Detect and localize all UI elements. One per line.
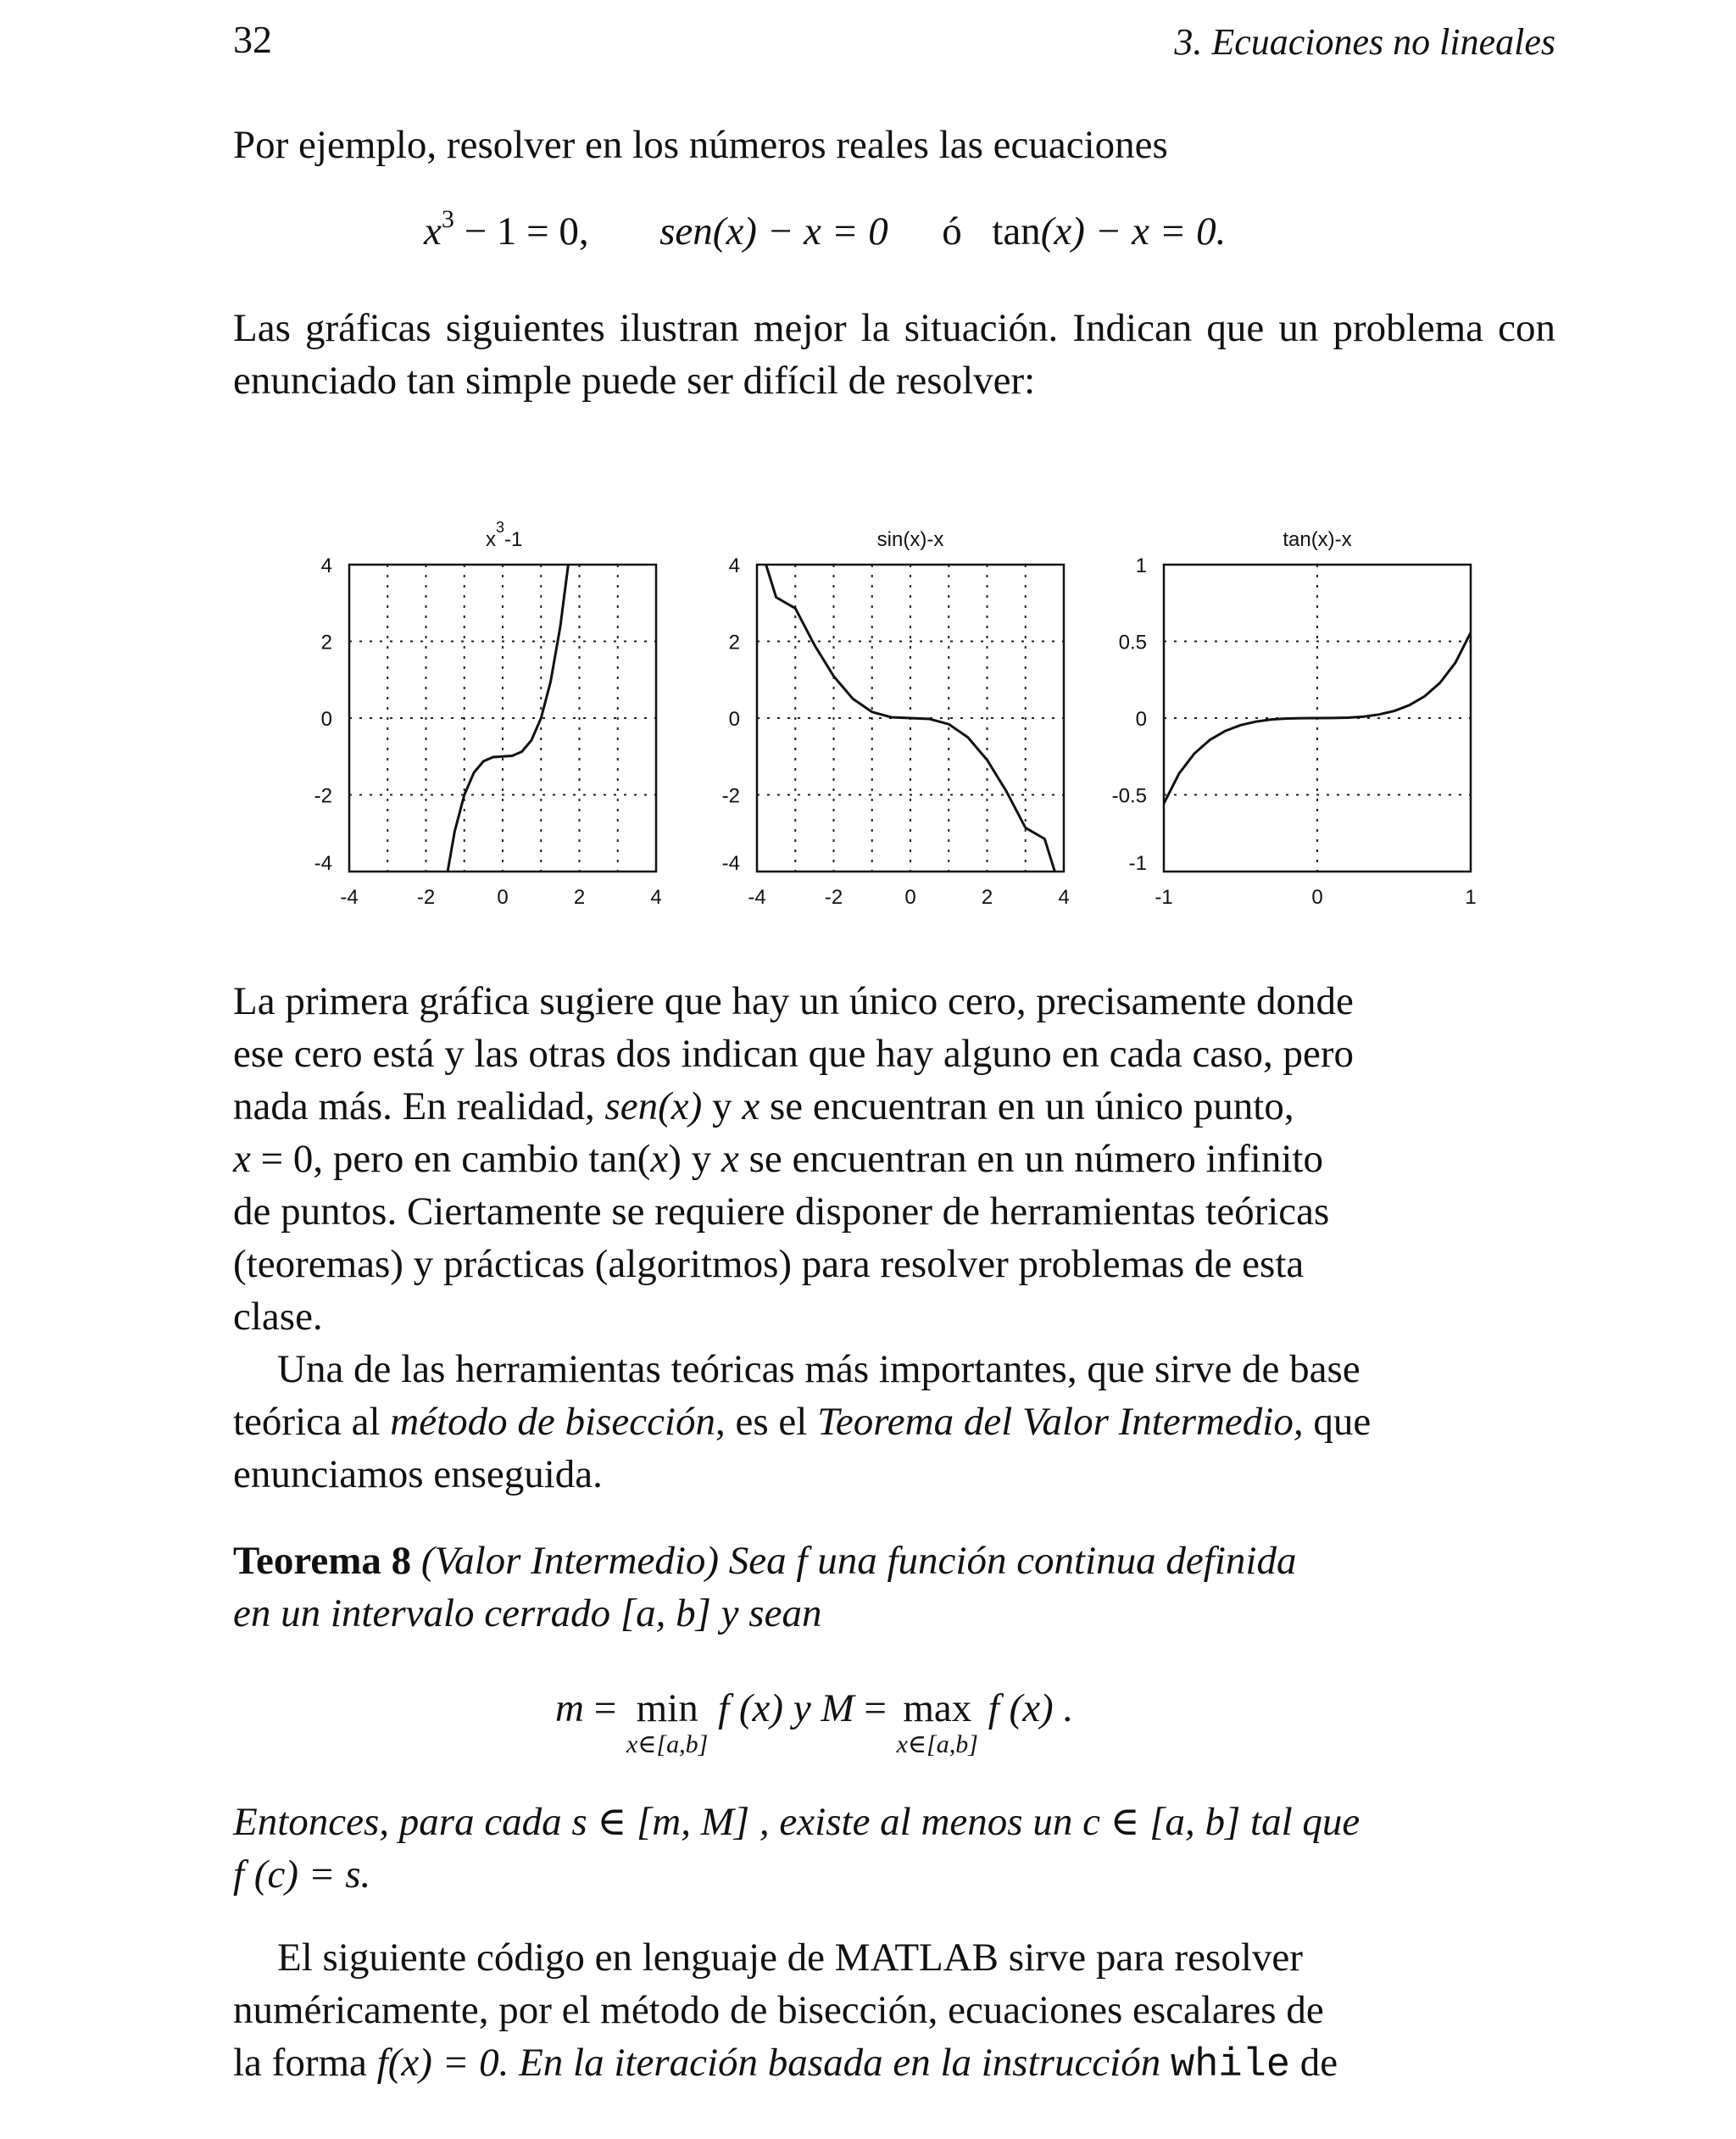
- eq-or: ó: [942, 209, 962, 253]
- x-tick-label: 2: [573, 886, 586, 909]
- sen-arg: (x): [658, 1084, 703, 1128]
- y-tick-label: 0: [1135, 708, 1147, 731]
- function-plots: [0, 492, 1736, 933]
- theorem-label: Teorema 8: [233, 1539, 412, 1583]
- x-tick-label: 4: [650, 886, 662, 909]
- eq-equals: =: [583, 1686, 626, 1730]
- tools-text: que: [1303, 1400, 1372, 1444]
- closing-text: (x) = 0. En la iteración basada en la instrucción: [387, 2041, 1171, 2085]
- y-tick-label: -4: [314, 852, 332, 875]
- analysis-line-3: [233, 1080, 1555, 1133]
- x-tick-label: -2: [824, 886, 843, 909]
- y-tick-label: -2: [314, 784, 332, 808]
- analysis-line-4: [233, 1133, 1555, 1185]
- max-operator: [897, 1685, 978, 1758]
- eq1-x: x: [424, 209, 442, 253]
- intro-paragraph: [233, 302, 1555, 407]
- var-x: x: [233, 1137, 251, 1181]
- closing-text: la forma: [233, 2041, 377, 2085]
- x-tick-label: 1: [1465, 886, 1477, 909]
- chart-title: [486, 519, 522, 551]
- plot-tan: [1112, 528, 1477, 909]
- while-keyword: while: [1170, 2043, 1291, 2088]
- ivt-term: Teorema del Valor Intermedio,: [817, 1400, 1304, 1444]
- theorem-line-1: [233, 1535, 1555, 1587]
- running-head: 3. Ecuaciones no lineales: [1174, 21, 1555, 63]
- analysis-line-2: ese cero está y las otras dos indican que hay alguno en cada caso, pero: [233, 1032, 1355, 1076]
- y-tick-label: 4: [728, 554, 740, 577]
- y-tick-label: 0: [728, 708, 740, 731]
- eq2-rest: (x) − x = 0: [712, 209, 888, 253]
- y-tick-label: -2: [721, 784, 740, 808]
- plot-cubic: [314, 519, 662, 933]
- equation-examples: [424, 205, 1356, 254]
- analysis-text: se encuentran en un número infinito: [738, 1137, 1323, 1181]
- analysis-line-1: La primera gráfica sugiere que hay un único cero, precisamente donde: [233, 979, 1354, 1023]
- plot-sin: [722, 528, 1070, 909]
- closing-line-2: numéricamente, por el método de bisección, ecuaciones escalares de: [233, 1988, 1324, 2032]
- closing-line-1: El siguiente código en lenguaje de MATLAB sirve para resolver: [277, 1936, 1303, 1980]
- x-tick-label: -4: [748, 886, 766, 909]
- conclusion-line-2: f (c) = s.: [233, 1852, 371, 1897]
- intro-text: Por ejemplo, resolver en los números reales las ecuaciones: [233, 123, 1168, 167]
- x-tick-label: 2: [981, 886, 993, 909]
- tools-line-2: [233, 1395, 1555, 1448]
- analysis-text: se encuentran en un único punto,: [760, 1084, 1294, 1128]
- max-word: max: [903, 1686, 972, 1730]
- theorem-conclusion: [233, 1796, 1555, 1901]
- y-tick-label: 0.5: [1118, 631, 1147, 655]
- eq-M: M: [821, 1686, 854, 1730]
- chart-title: tan(x)-x: [1283, 528, 1352, 551]
- y-tick-label: 1: [1135, 554, 1147, 577]
- eq-fx: f (x) .: [977, 1686, 1074, 1730]
- analysis-text: y: [702, 1084, 743, 1128]
- min-word: min: [636, 1686, 698, 1730]
- var-x: x: [650, 1137, 669, 1181]
- eq-m: m: [555, 1686, 584, 1730]
- series-line: [757, 536, 1064, 901]
- var-x: x: [721, 1137, 739, 1181]
- closing-text: de: [1290, 2041, 1338, 2085]
- y-tick-label: -1: [1128, 852, 1147, 875]
- x-tick-label: 0: [904, 886, 916, 909]
- y-tick-label: 0: [320, 708, 332, 731]
- theorem-equation: [555, 1685, 1073, 1758]
- eq1-exponent: 3: [441, 205, 454, 233]
- y-tick-label: 2: [320, 631, 332, 655]
- chart-title-rest: -1: [504, 528, 523, 551]
- eq2-fn: sen: [659, 209, 713, 253]
- min-operator: [626, 1685, 708, 1758]
- eq-fx: f (x) y: [708, 1686, 821, 1730]
- analysis-text: ) y: [668, 1137, 721, 1181]
- analysis-line-7: clase.: [233, 1295, 323, 1339]
- theorem-block: [233, 1535, 1555, 1640]
- theorem-text: (Valor Intermedio) Sea f una función continua definida: [411, 1539, 1297, 1583]
- tools-text: teórica al: [233, 1400, 391, 1444]
- y-tick-label: -0.5: [1111, 784, 1147, 808]
- chart-title-base: x: [486, 528, 496, 551]
- analysis-line-6: (teoremas) y prácticas (algoritmos) para resolver problemas de esta: [233, 1242, 1305, 1286]
- var-f: f: [376, 2041, 388, 2085]
- max-subscript: x∈[a,b]: [896, 1730, 978, 1758]
- x-tick-label: -1: [1155, 886, 1173, 909]
- x-tick-label: -2: [416, 886, 436, 909]
- tools-line-1: Una de las herramientas teóricas más importantes, que sirve de base: [277, 1347, 1360, 1391]
- x-tick-label: -4: [340, 886, 359, 909]
- page-number: 32: [233, 18, 272, 61]
- closing-paragraph: [233, 1931, 1555, 2092]
- tools-text: , es el: [715, 1400, 818, 1444]
- var-x: x: [742, 1084, 760, 1128]
- x-tick-label: 4: [1058, 886, 1070, 909]
- x-tick-label: 0: [1311, 886, 1323, 909]
- chart-title: sin(x)-x: [876, 528, 944, 551]
- eq-equals: =: [854, 1686, 897, 1730]
- analysis-text: = 0, pero en cambio tan(: [250, 1137, 651, 1181]
- tools-line-3: enunciamos enseguida.: [233, 1452, 603, 1496]
- y-tick-label: 4: [320, 554, 332, 577]
- theorem-line-2: en un intervalo cerrado [a, b] y sean: [233, 1591, 822, 1635]
- bisection-method-term: método de bisección: [390, 1400, 715, 1444]
- chart-title-exponent: 3: [496, 519, 505, 536]
- closing-line-3: [233, 2036, 1555, 2092]
- min-subscript: x∈[a,b]: [626, 1730, 709, 1758]
- eq1-rest: − 1 = 0,: [453, 209, 589, 253]
- y-tick-label: 2: [728, 631, 740, 655]
- y-tick-label: -4: [721, 852, 740, 875]
- analysis-text: nada más. En realidad,: [233, 1084, 605, 1128]
- intro-paragraph-text: Las gráficas siguientes ilustran mejor la situación. Indican que un problema con enunciado tan simple puede ser difícil de resolver:: [233, 306, 1555, 403]
- intro-line: [233, 119, 1555, 171]
- analysis-line-5: de puntos. Ciertamente se requiere disponer de herramientas teóricas: [233, 1189, 1330, 1234]
- x-tick-label: 0: [497, 886, 509, 909]
- paragraph-analysis: [233, 975, 1555, 1501]
- eq3-fn: tan: [992, 209, 1041, 253]
- eq3-rest: (x) − x = 0.: [1040, 209, 1227, 253]
- sen-function: sen: [604, 1084, 659, 1128]
- conclusion-line-1: Entonces, para cada s ∈ [m, M] , existe al menos un c ∈ [a, b] tal que: [233, 1800, 1360, 1844]
